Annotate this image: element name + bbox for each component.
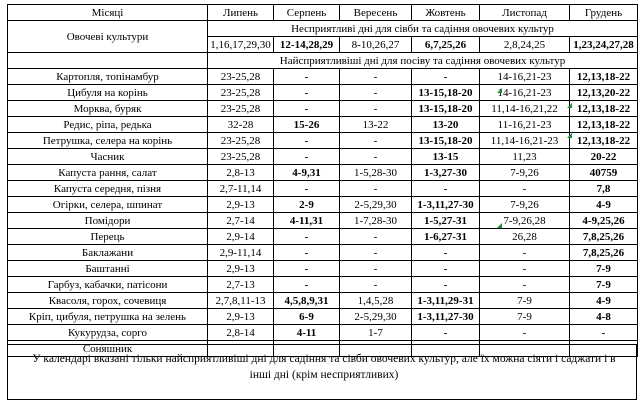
favorable-days-cell: 2,9-13 bbox=[208, 261, 274, 277]
table-row bbox=[8, 261, 638, 277]
green-corner-marker-icon bbox=[567, 103, 572, 108]
favorable-days-cell: - bbox=[480, 181, 570, 197]
favorable-days-cell: 2,8-14 bbox=[208, 325, 274, 341]
favorable-days-cell: 7-9,26 bbox=[480, 165, 570, 181]
header-month-2: Вересень bbox=[340, 5, 412, 21]
favorable-days-cell: 12,13,20-22 bbox=[570, 85, 638, 101]
favorable-days-cell: - bbox=[274, 181, 340, 197]
favorable-days-cell: 4-9 bbox=[570, 293, 638, 309]
culture-name: Соняшник bbox=[8, 341, 208, 357]
favorable-days-cell: 7-9,26,28 bbox=[480, 213, 570, 229]
favorable-days-cell: 4-9,31 bbox=[274, 165, 340, 181]
favorable-days-cell: 4-11,31 bbox=[274, 213, 340, 229]
culture-name: Помідори bbox=[8, 213, 208, 229]
culture-name: Квасоля, горох, сочевиця bbox=[8, 293, 208, 309]
culture-name: Цибуля на корінь bbox=[8, 85, 208, 101]
favorable-days-cell: 26,28 bbox=[480, 229, 570, 245]
favorable-days-cell: - bbox=[340, 261, 412, 277]
favorable-days-cell: - bbox=[274, 261, 340, 277]
favorable-days-cell: 1,4,5,28 bbox=[340, 293, 412, 309]
green-corner-marker-icon bbox=[497, 88, 502, 93]
favorable-days-cell: 11,23 bbox=[480, 149, 570, 165]
favorable-days-cell: - bbox=[412, 69, 480, 85]
favorable-days-cell: 7,8 bbox=[570, 181, 638, 197]
culture-name: Огірки, селера, шпинат bbox=[8, 197, 208, 213]
favorable-days-cell: 2,9-11,14 bbox=[208, 245, 274, 261]
unfavorable-title-row bbox=[8, 21, 638, 37]
unfavorable-days-cell: 1,23,24,27,28 bbox=[570, 37, 638, 53]
favorable-days-cell: - bbox=[570, 325, 638, 341]
favorable-days-cell: 4,5,8,9,31 bbox=[274, 293, 340, 309]
favorable-days-cell: 2-5,29,30 bbox=[340, 197, 412, 213]
favorable-days-cell: 7-9 bbox=[480, 309, 570, 325]
header-month-3: Жовтень bbox=[412, 5, 480, 21]
favorable-days-cell: 23-25,28 bbox=[208, 85, 274, 101]
favorable-days-cell: 2,7-14 bbox=[208, 213, 274, 229]
favorable-days-cell: 6-9 bbox=[274, 309, 340, 325]
header-months-label: Місяці bbox=[8, 5, 208, 21]
header-month-5: Грудень bbox=[570, 5, 638, 21]
favorable-days-cell: 1-5,28-30 bbox=[340, 165, 412, 181]
culture-name: Перець bbox=[8, 229, 208, 245]
favorable-days-cell: - bbox=[340, 85, 412, 101]
table-row bbox=[8, 309, 638, 325]
unfavorable-days-cell: 12-14,28,29 bbox=[274, 37, 340, 53]
favorable-days-cell: - bbox=[340, 69, 412, 85]
favorable-days-cell: - bbox=[340, 245, 412, 261]
unfavorable-days-cell: 2,8,24,25 bbox=[480, 37, 570, 53]
favorable-days-cell: 4-9 bbox=[570, 197, 638, 213]
table-row bbox=[8, 325, 638, 341]
vegetable-cultures-label: Овочеві культури bbox=[8, 21, 208, 53]
planting-calendar-table bbox=[7, 4, 638, 357]
favorable-days-cell: 2,9-13 bbox=[208, 309, 274, 325]
favorable-days-cell: 7-9,26 bbox=[480, 197, 570, 213]
favorable-days-cell: 1-3,11,27-30 bbox=[412, 197, 480, 213]
favorable-days-cell: 1-3,11,27-30 bbox=[412, 309, 480, 325]
favorable-days-cell: - bbox=[274, 101, 340, 117]
green-corner-marker-icon bbox=[567, 133, 572, 138]
table-row bbox=[8, 149, 638, 165]
favorable-days-cell: 7-9 bbox=[570, 261, 638, 277]
favorable-days-cell: 12,13,18-22 bbox=[570, 133, 638, 149]
table-row bbox=[8, 277, 638, 293]
favorable-days-cell: 7,8,25,26 bbox=[570, 245, 638, 261]
favorable-days-cell: 11-16,21-23 bbox=[480, 117, 570, 133]
culture-name: Капуста середня, пізня bbox=[8, 181, 208, 197]
culture-name: Баклажани bbox=[8, 245, 208, 261]
favorable-days-cell: 1-7 bbox=[340, 325, 412, 341]
unfavorable-days-cell: 1,16,17,29,30 bbox=[208, 37, 274, 53]
calendar-footnote: У календарі вказані тільки найсприятливіші дні для садіння та сівби овочевих культур, але їх можна сіяти і саджати і в інші дні (крім несприятливих) bbox=[7, 344, 637, 400]
favorable-days-cell: 14-16,21-23 bbox=[480, 69, 570, 85]
favorable-days-cell: 4-11 bbox=[274, 325, 340, 341]
favorable-days-cell: - bbox=[340, 101, 412, 117]
favorable-days-cell: 1-7,28-30 bbox=[340, 213, 412, 229]
favorable-days-cell: - bbox=[340, 149, 412, 165]
favorable-days-cell: 11,14-16,21-23 bbox=[480, 133, 570, 149]
favorable-days-cell: - bbox=[340, 133, 412, 149]
favorable-days-cell: 2-5,29,30 bbox=[340, 309, 412, 325]
table-row bbox=[8, 133, 638, 149]
favorable-days-title: Найсприятливіші дні для посіву та садіння овочевих культур bbox=[208, 53, 638, 69]
header-month-1: Серпень bbox=[274, 5, 340, 21]
favorable-days-cell: 12,13,18-22 bbox=[570, 117, 638, 133]
table-row bbox=[8, 181, 638, 197]
favorable-days-cell: 1-3,27-30 bbox=[412, 165, 480, 181]
unfavorable-days-cell: 6,7,25,26 bbox=[412, 37, 480, 53]
favorable-days-cell: 2,8-13 bbox=[208, 165, 274, 181]
favorable-days-cell: 7-9 bbox=[480, 293, 570, 309]
favorable-days-cell: - bbox=[412, 261, 480, 277]
favorable-days-cell: 1-3,11,29-31 bbox=[412, 293, 480, 309]
favorable-days-cell: - bbox=[274, 149, 340, 165]
favorable-days-cell: 2,7-11,14 bbox=[208, 181, 274, 197]
favorable-days-cell: 2,7,8,11-13 bbox=[208, 293, 274, 309]
favorable-days-cell: - bbox=[274, 85, 340, 101]
culture-name: Редис, ріпа, редька bbox=[8, 117, 208, 133]
culture-name: Картопля, топінамбур bbox=[8, 69, 208, 85]
table-row bbox=[8, 117, 638, 133]
favorable-days-cell: 2-9 bbox=[274, 197, 340, 213]
favorable-days-cell: 4-8 bbox=[570, 309, 638, 325]
favorable-days-cell: 23-25,28 bbox=[208, 133, 274, 149]
favorable-days-cell: - bbox=[480, 245, 570, 261]
table-row bbox=[8, 229, 638, 245]
favorable-days-cell: 2,9-13 bbox=[208, 197, 274, 213]
unfavorable-days-cell: 8-10,26,27 bbox=[340, 37, 412, 53]
favorable-days-cell: - bbox=[412, 325, 480, 341]
favorable-days-cell: 2,7-13 bbox=[208, 277, 274, 293]
favorable-days-cell: 23-25,28 bbox=[208, 101, 274, 117]
table-row bbox=[8, 69, 638, 85]
favorable-days-cell: 40759 bbox=[570, 165, 638, 181]
favorable-days-cell: - bbox=[274, 133, 340, 149]
favorable-days-cell: 20-22 bbox=[570, 149, 638, 165]
favorable-days-cell: - bbox=[480, 277, 570, 293]
favorable-days-cell: 13-15 bbox=[412, 149, 480, 165]
favorable-days-cell: 13-20 bbox=[412, 117, 480, 133]
favorable-days-cell: - bbox=[274, 245, 340, 261]
favorable-days-cell: - bbox=[340, 277, 412, 293]
favorable-days-cell: - bbox=[412, 277, 480, 293]
header-row bbox=[8, 5, 638, 21]
culture-name: Кріп, цибуля, петрушка на зелень bbox=[8, 309, 208, 325]
favorable-days-cell: 1-5,27-31 bbox=[412, 213, 480, 229]
favorable-days-cell: 12,13,18-22 bbox=[570, 101, 638, 117]
table-row bbox=[8, 213, 638, 229]
favorable-days-cell: - bbox=[412, 181, 480, 197]
favorable-days-cell: 15-26 bbox=[274, 117, 340, 133]
table-row bbox=[8, 101, 638, 117]
culture-name: Петрушка, селера на корінь bbox=[8, 133, 208, 149]
favorable-days-cell: 7-9 bbox=[570, 277, 638, 293]
culture-name: Морква, буряк bbox=[8, 101, 208, 117]
favorable-title-row bbox=[8, 53, 638, 69]
table-row bbox=[8, 293, 638, 309]
favorable-days-cell: 32-28 bbox=[208, 117, 274, 133]
favorable-days-cell: 14-16,21-23 bbox=[480, 85, 570, 101]
favorable-days-cell: - bbox=[480, 325, 570, 341]
table-row bbox=[8, 245, 638, 261]
culture-name: Гарбуз, кабачки, патісони bbox=[8, 277, 208, 293]
favorable-days-cell: 7,8,25,26 bbox=[570, 229, 638, 245]
favorable-days-cell: - bbox=[412, 245, 480, 261]
favorable-days-cell: 13-15,18-20 bbox=[412, 133, 480, 149]
header-month-0: Липень bbox=[208, 5, 274, 21]
favorable-days-cell: - bbox=[274, 69, 340, 85]
favorable-days-cell: 23-25,28 bbox=[208, 69, 274, 85]
favorable-days-cell: 11,14-16,21,22 bbox=[480, 101, 570, 117]
unfavorable-days-title: Несприятливі дні для сівби та садіння овочевих культур bbox=[208, 21, 638, 37]
favorable-days-cell: 13-15,18-20 bbox=[412, 101, 480, 117]
favorable-days-cell: 12,13,18-22 bbox=[570, 69, 638, 85]
culture-name: Кукурудза, сорго bbox=[8, 325, 208, 341]
favorable-days-cell: 13-22 bbox=[340, 117, 412, 133]
favorable-days-cell: 4-9,25,26 bbox=[570, 213, 638, 229]
culture-name: Часник bbox=[8, 149, 208, 165]
favorable-days-cell: - bbox=[274, 277, 340, 293]
table-row bbox=[8, 85, 638, 101]
table-row bbox=[8, 197, 638, 213]
culture-name: Капуста рання, салат bbox=[8, 165, 208, 181]
favorable-days-cell: 1-6,27-31 bbox=[412, 229, 480, 245]
favorable-days-cell: 23-25,28 bbox=[208, 149, 274, 165]
culture-name: Баштанні bbox=[8, 261, 208, 277]
favorable-days-cell: - bbox=[340, 229, 412, 245]
green-corner-marker-icon bbox=[497, 223, 502, 228]
favorable-title-spacer bbox=[8, 53, 208, 69]
favorable-days-cell: - bbox=[340, 181, 412, 197]
favorable-days-cell: 2,9-14 bbox=[208, 229, 274, 245]
header-month-4: Листопад bbox=[480, 5, 570, 21]
favorable-days-cell: - bbox=[480, 261, 570, 277]
favorable-days-cell: 13-15,18-20 bbox=[412, 85, 480, 101]
favorable-days-cell: - bbox=[274, 229, 340, 245]
table-row bbox=[8, 165, 638, 181]
